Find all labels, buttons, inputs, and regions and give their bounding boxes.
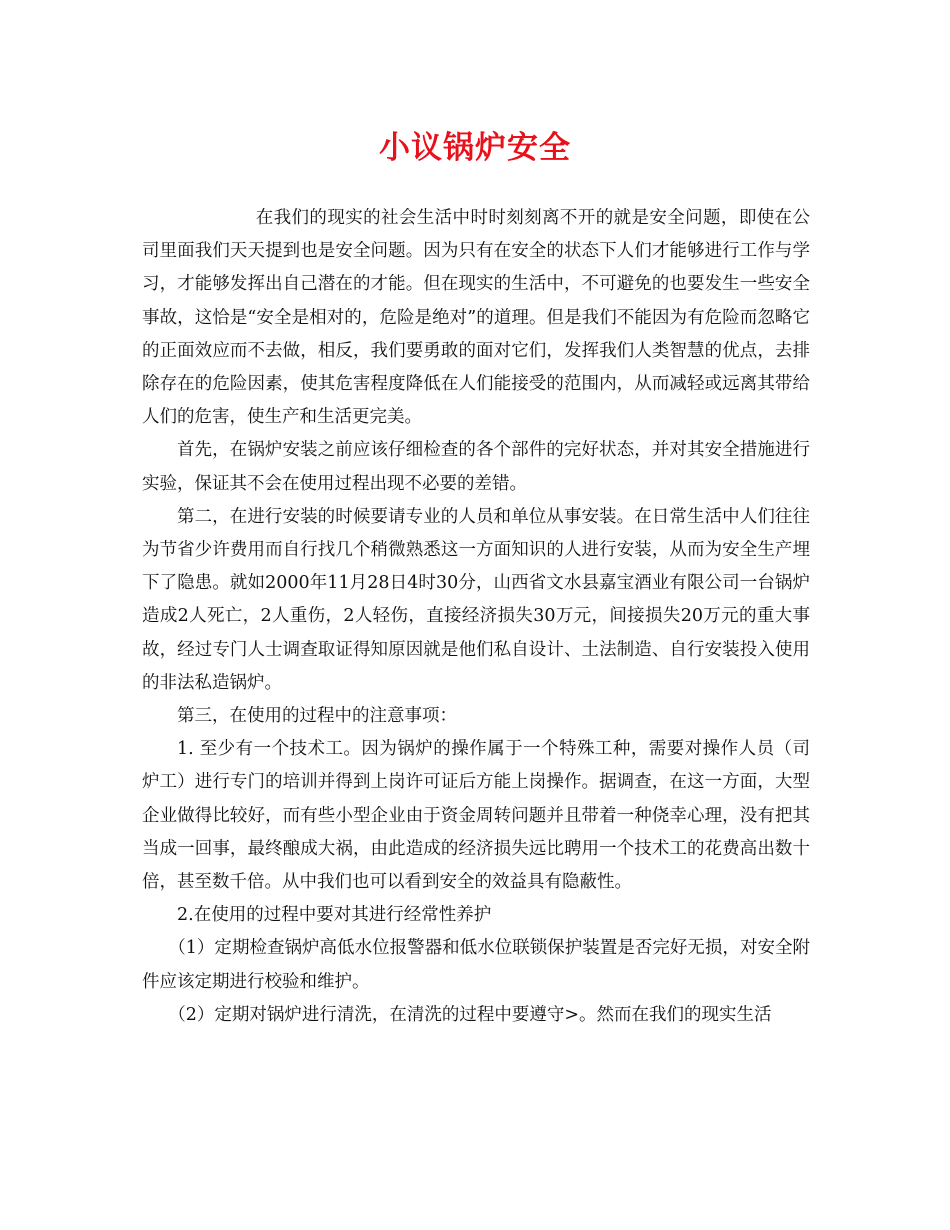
paragraph-first-point: 首先，在锅炉安装之前应该仔细检查的各个部件的完好状态，并对其安全措施进行实验，保证其不会在使用过程出现不必要的差错。 (142, 440, 810, 494)
document-title: 小议锅炉安全 (379, 130, 571, 166)
document-body (142, 202, 810, 1032)
paragraph-third-point: 第三，在使用的过程中的注意事项： (177, 706, 457, 727)
paragraph-intro: 在我们的现实的社会生活中时时刻刻离不开的就是安全问题，即使在公司里面我们天天提到也是安全问题。因为只有在安全的状态下人们才能够进行工作与学习，才能够发挥出自己潜在的才能。但在现实的生活中，不可避免的也要发生一些安全事故，这恰是“安全是相对的，危险是绝对”的道理。但是我们不能因为有危险而忽略它的正面效应而不去做，相反，我们要勇敢的面对它们，发挥我们人类智慧的优点，去排除存在的危险因素，使其危害程度降低在人们能接受的范围内，从而减轻或远离其带给人们的危害，使生产和生活更完美。 (142, 208, 810, 428)
paragraph-second-point: 第二，在进行安装的时候要请专业的人员和单位从事安装。在日常生活中人们往往为节省少许费用而自行找几个稍微熟悉这一方面知识的人进行安装，从而为安全生产埋下了隐患。就如2000年11月28日4时30分，山西省文水县嘉宝酒业有限公司一台锅炉造成2人死亡，2人重伤，2人轻伤，直接经济损失30万元，间接损失20万元的重大事故，经过专门人士调查取证得知原因就是他们私自设计、土法制造、自行安装投入使用的非法私造锅炉。 (142, 506, 810, 693)
paragraph-item-2: 2.在使用的过程中要对其进行经常性养护 (177, 905, 492, 926)
paragraph-subitem-1: （1）定期检查锅炉高低水位报警器和低水位联锁保护装置是否完好无损，对安全附件应该定期进行校验和维护。 (142, 938, 810, 992)
paragraph-item-1: 1. 至少有一个技术工。因为锅炉的操作属于一个特殊工种，需要对操作人员（司炉工）进行专门的培训并得到上岗许可证后方能上岗操作。据调查，在这一方面，大型企业做得比较好，而有些小型企业由于资金周转问题并且带着一种侥幸心理，没有把其当成一回事，最终酿成大祸，由此造成的经济损失远比聘用一个技术工的花费高出数十倍，甚至数千倍。从中我们也可以看到安全的效益具有隐蔽性。 (142, 739, 810, 893)
paragraph-subitem-2: （2）定期对锅炉进行清洗，在清洗的过程中要遵守>。然而在我们的现实生活 (168, 1004, 772, 1025)
